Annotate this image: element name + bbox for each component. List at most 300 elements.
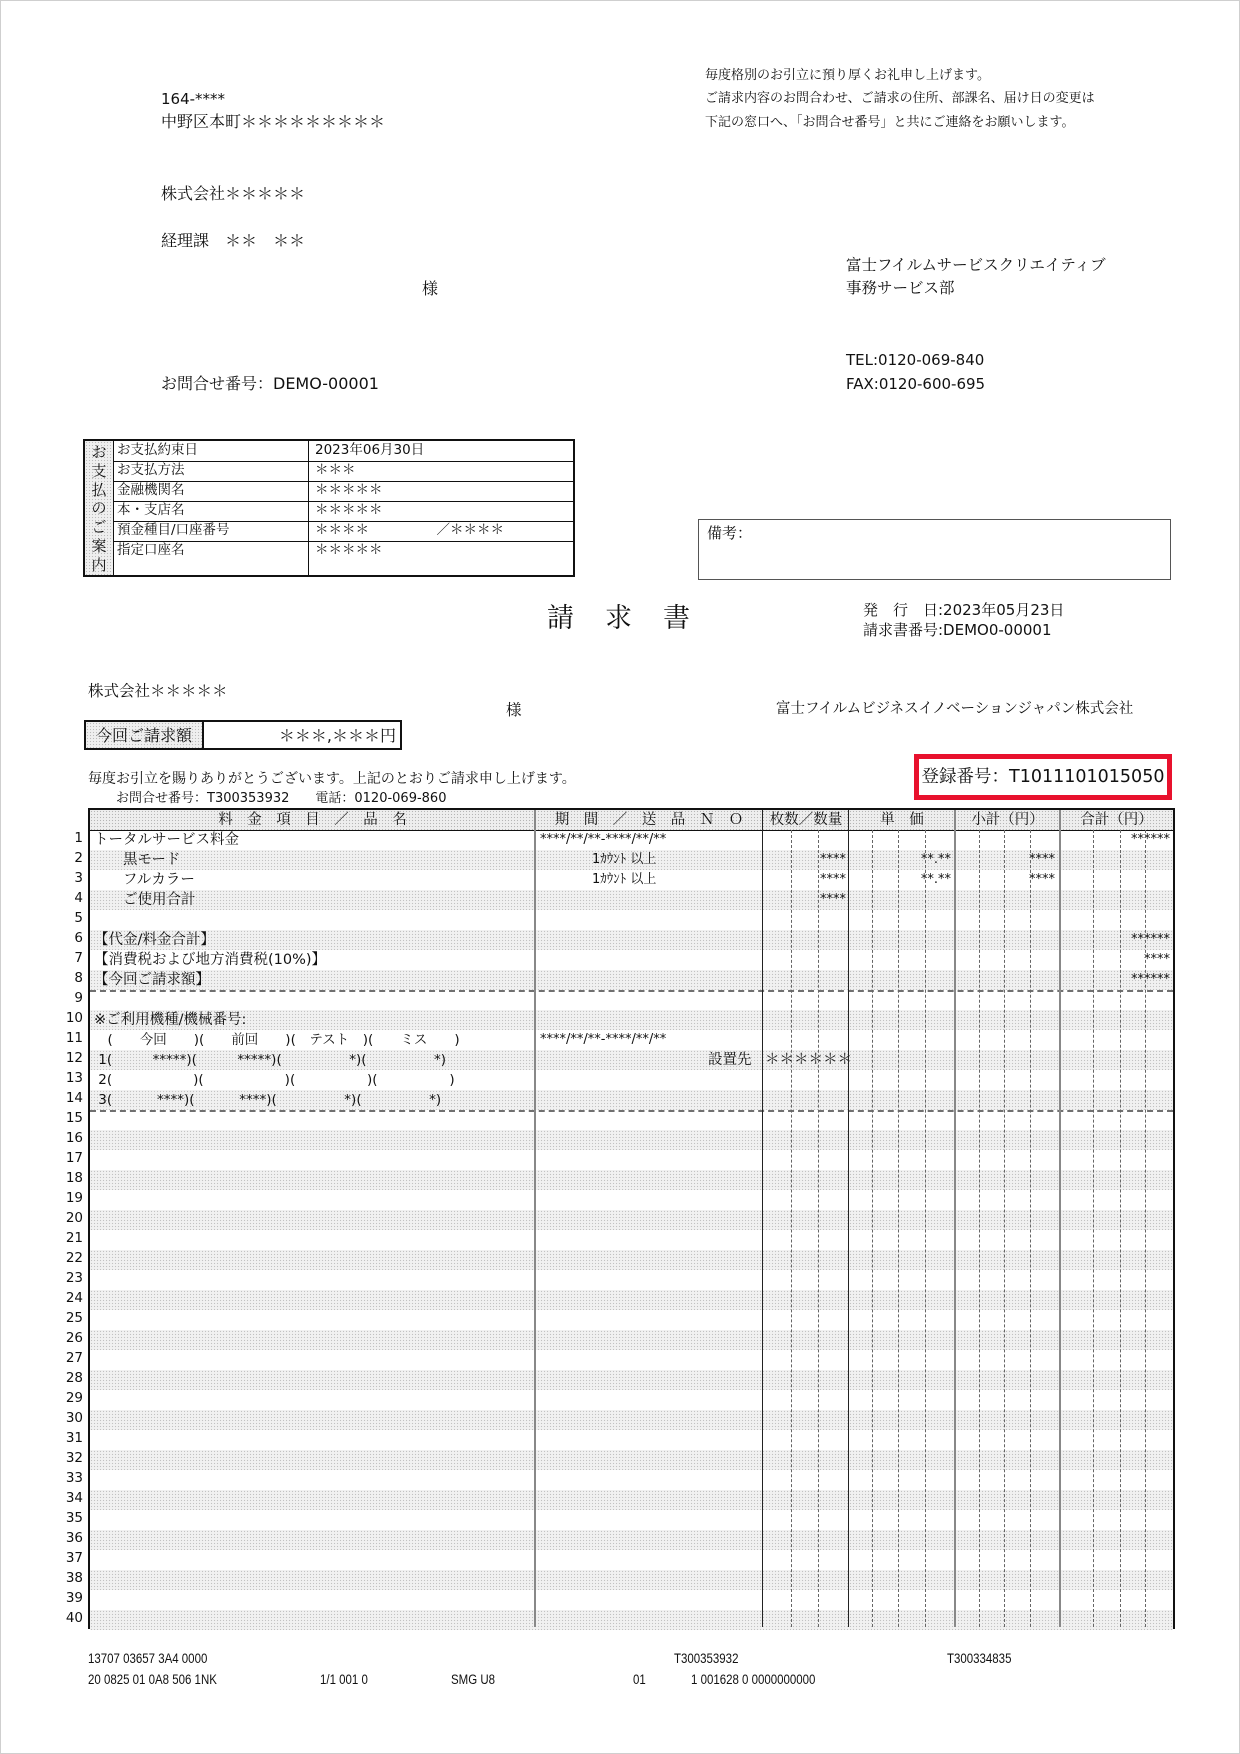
subtotal-cell	[955, 1010, 1055, 1030]
remarks-box	[698, 519, 1171, 580]
header-total: 合計（円）	[1080, 812, 1153, 828]
table-row	[90, 850, 1173, 870]
unit-price-cell	[849, 1150, 951, 1170]
quantity-cell	[763, 1510, 846, 1530]
period-cell	[540, 1112, 760, 1132]
unit-price-cell	[849, 1112, 951, 1132]
row-number: 33	[65, 1470, 83, 1486]
item-cell	[94, 1250, 530, 1270]
item-cell	[94, 1130, 530, 1150]
unit-price-cell: **.**	[920, 852, 951, 867]
table-row	[90, 870, 1173, 890]
column-divider	[848, 810, 849, 1627]
payment-info-side-label: お支払のご案内	[91, 443, 107, 574]
unit-price-cell	[849, 1130, 951, 1150]
item-cell: 【今回ご請求額】	[94, 972, 210, 988]
unit-price-cell	[849, 1490, 951, 1510]
row-number: 14	[65, 1090, 83, 1106]
subtotal-cell	[955, 1350, 1055, 1370]
row-number: 10	[65, 1010, 83, 1026]
greeting-text: 毎度お引立を賜りありがとうございます。上記のとおりご請求申し上げます。	[88, 771, 576, 787]
table-row	[90, 1270, 1173, 1290]
table-row	[90, 1350, 1173, 1370]
item-cell: ご使用合計	[94, 892, 196, 908]
table-row	[90, 1490, 1173, 1510]
notice-line-2: ご請求内容のお問合わせ、ご請求の住所、部課名、届け日の変更は	[705, 91, 1095, 106]
table-row	[90, 1610, 1173, 1630]
registration-number-box	[914, 754, 1172, 800]
column-divider	[762, 810, 763, 1627]
payment-row-value: ＊＊＊＊＊	[315, 542, 383, 558]
total-cell	[1060, 1130, 1170, 1150]
subtotal-cell	[955, 1090, 1055, 1110]
table-row	[90, 1310, 1173, 1330]
inquiry-number: お問合せ番号：DEMO-00001	[161, 374, 379, 393]
unit-price-cell	[849, 1530, 951, 1550]
item-cell: 3( ****)( ****)( *)( *)	[94, 1092, 442, 1108]
footer-code-2: T300353932	[674, 1651, 739, 1666]
header-subtotal: 小計（円）	[971, 812, 1044, 828]
column-subdivider	[979, 830, 980, 1627]
period-cell	[540, 1270, 760, 1290]
payment-row-label: 指定口座名	[117, 542, 185, 558]
quantity-cell	[763, 1350, 846, 1370]
quantity-cell: ****	[820, 892, 846, 907]
period-cell	[540, 910, 760, 930]
unit-price-cell	[849, 1210, 951, 1230]
subtotal-cell	[955, 1170, 1055, 1190]
quantity-cell	[763, 1330, 846, 1350]
installation-label: 設置先	[708, 1052, 752, 1068]
unit-price-cell	[849, 1610, 951, 1630]
item-cell	[94, 1470, 530, 1490]
total-cell	[1060, 1250, 1170, 1270]
table-row	[90, 1470, 1173, 1490]
total-cell	[1060, 1330, 1170, 1350]
total-cell	[1060, 1070, 1170, 1090]
subtotal-cell	[955, 1112, 1055, 1132]
row-number: 4	[74, 890, 83, 906]
total-cell	[1060, 870, 1170, 890]
subtotal-cell	[955, 930, 1055, 950]
quantity-cell	[763, 1250, 846, 1270]
subtotal-cell	[955, 950, 1055, 970]
installation-value: ＊＊＊＊＊＊	[765, 1052, 852, 1068]
quantity-cell	[763, 1150, 846, 1170]
recipient-company: 株式会社＊＊＊＊＊	[161, 184, 306, 203]
total-cell: ****	[1144, 952, 1170, 967]
quantity-cell	[763, 1270, 846, 1290]
row-number: 9	[74, 990, 83, 1006]
row-number: 5	[74, 910, 83, 926]
subtotal-cell: ****	[1029, 852, 1055, 867]
period-cell	[540, 1250, 760, 1270]
total-cell	[1060, 1370, 1170, 1390]
unit-price-cell	[849, 830, 951, 850]
item-cell	[94, 1150, 530, 1170]
table-row	[90, 1110, 1173, 1130]
quantity-cell	[763, 1230, 846, 1250]
contact-tel: TEL:0120-069-840	[846, 351, 985, 369]
table-row	[90, 1550, 1173, 1570]
total-cell	[1060, 1210, 1170, 1230]
subtotal-cell	[955, 1570, 1055, 1590]
item-cell	[94, 1190, 530, 1210]
unit-price-cell	[849, 1470, 951, 1490]
row-number: 7	[74, 950, 83, 966]
billing-amount-box	[84, 720, 402, 750]
item-cell	[94, 1290, 530, 1310]
unit-price-cell	[849, 1310, 951, 1330]
footer-code-6: SMG U8	[451, 1672, 496, 1687]
unit-price-cell	[849, 1330, 951, 1350]
item-cell	[94, 1430, 530, 1450]
subtotal-cell	[955, 1130, 1055, 1150]
subtotal-cell	[955, 1310, 1055, 1330]
payment-row-value: ＊＊＊＊ ／＊＊＊＊	[315, 522, 504, 538]
registration-number: 登録番号：T1011101015050	[921, 767, 1165, 787]
payment-row-label: お支払方法	[117, 462, 185, 478]
table-row	[90, 1530, 1173, 1550]
row-number: 39	[65, 1590, 83, 1606]
table-row	[90, 1390, 1173, 1410]
unit-price-cell	[849, 1230, 951, 1250]
row-number: 2	[74, 850, 83, 866]
unit-price-cell	[849, 1390, 951, 1410]
total-cell	[1060, 1570, 1170, 1590]
total-cell	[1060, 1410, 1170, 1430]
subtotal-cell	[955, 1530, 1055, 1550]
subtotal-cell	[955, 1330, 1055, 1350]
quantity-cell	[763, 1550, 846, 1570]
total-cell: ******	[1131, 932, 1170, 947]
period-cell	[540, 930, 760, 950]
footer-code-1: 13707 03657 3A4 0000	[88, 1651, 208, 1666]
payment-row	[113, 501, 573, 522]
quantity-cell	[763, 1070, 846, 1090]
subtotal-cell	[955, 830, 1055, 850]
payment-row-value: ＊＊＊＊＊	[315, 482, 383, 498]
header-item: 料 金 項 目 ／ 品 名	[218, 812, 407, 828]
period-cell	[540, 1590, 760, 1610]
unit-price-cell	[849, 930, 951, 950]
row-number: 6	[74, 930, 83, 946]
quantity-cell	[763, 1490, 846, 1510]
table-row	[90, 1050, 1173, 1070]
subtotal-cell	[955, 1490, 1055, 1510]
unit-price-cell	[849, 1570, 951, 1590]
quantity-cell	[763, 1310, 846, 1330]
table-row	[90, 950, 1173, 970]
period-cell	[540, 1130, 760, 1150]
column-subdivider	[791, 830, 792, 1627]
table-row	[90, 1090, 1173, 1110]
item-cell	[94, 1490, 530, 1510]
total-cell	[1060, 1170, 1170, 1190]
item-cell	[94, 1410, 530, 1430]
row-number: 3	[74, 870, 83, 886]
footer-code-7: 01	[633, 1672, 646, 1687]
subtotal-cell	[955, 1430, 1055, 1450]
period-cell	[540, 1430, 760, 1450]
postal-code: 164-****	[161, 90, 226, 108]
table-row	[90, 1010, 1173, 1030]
subtotal-cell	[955, 1050, 1055, 1070]
unit-price-cell	[849, 1270, 951, 1290]
table-row	[90, 1590, 1173, 1610]
table-row	[90, 1250, 1173, 1270]
column-subdivider	[1145, 830, 1146, 1627]
payment-row-label: 預金種目/口座番号	[117, 522, 230, 538]
issue-date: 発 行 日:2023年05月23日	[863, 601, 1065, 619]
item-cell: 1( *****)( *****)( *)( *)	[94, 1052, 447, 1068]
total-cell	[1060, 992, 1170, 1012]
unit-price-cell	[849, 950, 951, 970]
item-cell: トータルサービス料金	[94, 832, 239, 848]
quantity-cell	[763, 1370, 846, 1390]
quantity-cell	[763, 1610, 846, 1630]
column-subdivider	[1120, 830, 1121, 1627]
row-number: 21	[65, 1230, 83, 1246]
period-cell	[540, 890, 760, 910]
row-number: 17	[65, 1150, 83, 1166]
row-number: 28	[65, 1370, 83, 1386]
subtotal-cell	[955, 1030, 1055, 1050]
column-subdivider	[1004, 830, 1005, 1627]
row-number: 20	[65, 1210, 83, 1226]
unit-price-cell	[849, 1010, 951, 1030]
table-row	[90, 1510, 1173, 1530]
total-cell	[1060, 1430, 1170, 1450]
period-cell	[540, 1010, 760, 1030]
item-cell	[94, 1450, 530, 1470]
table-row	[90, 1330, 1173, 1350]
subtotal-cell	[955, 1210, 1055, 1230]
quantity-cell	[763, 1290, 846, 1310]
period-cell: 1ｶｳﾝﾄ 以上	[540, 872, 657, 887]
notice-line-3: 下記の窓口へ、「お問合せ番号」と共にご連絡をお願いします。	[705, 115, 1075, 130]
quantity-cell	[763, 1210, 846, 1230]
contact-department: 事務サービス部	[846, 279, 955, 297]
unit-price-cell	[849, 1590, 951, 1610]
table-row	[90, 1410, 1173, 1430]
total-cell	[1060, 1550, 1170, 1570]
row-number: 15	[65, 1110, 83, 1126]
contact-fax: FAX:0120-600-695	[846, 375, 986, 393]
quantity-cell	[763, 1430, 846, 1450]
header-quantity: 枚数／数量	[769, 812, 843, 828]
quantity-cell	[763, 992, 846, 1012]
quantity-cell	[763, 1090, 846, 1110]
period-cell	[540, 1310, 760, 1330]
subtotal-cell	[955, 1550, 1055, 1570]
table-row	[90, 990, 1173, 1010]
period-cell: ****/**/**-****/**/**	[540, 1032, 667, 1047]
item-cell	[94, 1350, 530, 1370]
row-number: 8	[74, 970, 83, 986]
row-number: 29	[65, 1390, 83, 1406]
total-cell	[1060, 1270, 1170, 1290]
total-cell	[1060, 1030, 1170, 1050]
payment-info-box	[83, 439, 575, 577]
row-number: 22	[65, 1250, 83, 1266]
unit-price-cell	[849, 1350, 951, 1370]
item-cell: 【消費税および地方消費税(10%)】	[94, 952, 327, 968]
subtotal-cell	[955, 1270, 1055, 1290]
quantity-cell	[763, 970, 846, 990]
quantity-cell	[763, 830, 846, 850]
invoice-title: 請 求 書	[547, 603, 692, 634]
item-cell	[94, 992, 530, 1012]
recipient-address: 中野区本町＊＊＊＊＊＊＊＊＊	[161, 112, 386, 131]
row-number: 37	[65, 1550, 83, 1566]
total-cell	[1060, 1230, 1170, 1250]
total-cell	[1060, 890, 1170, 910]
item-cell	[94, 1112, 530, 1132]
unit-price-cell	[849, 1510, 951, 1530]
table-row	[90, 1450, 1173, 1470]
quantity-cell	[763, 1112, 846, 1132]
notice-line-1: 毎度格別のお引立に預り厚くお礼申し上げます。	[705, 68, 990, 83]
quantity-cell	[763, 930, 846, 950]
subtotal-cell	[955, 890, 1055, 910]
table-row	[90, 1170, 1173, 1190]
table-row	[90, 1570, 1173, 1590]
payment-row-label: 金融機関名	[117, 482, 185, 498]
subtotal-cell	[955, 1070, 1055, 1090]
row-number: 19	[65, 1190, 83, 1206]
quantity-cell	[763, 1170, 846, 1190]
column-subdivider	[1093, 830, 1094, 1627]
unit-price-cell	[849, 1550, 951, 1570]
column-subdivider	[898, 830, 899, 1627]
total-cell: ******	[1131, 832, 1170, 847]
total-cell	[1060, 1510, 1170, 1530]
subtotal-cell	[955, 1510, 1055, 1530]
payment-row-value: ＊＊＊	[315, 462, 356, 478]
quantity-cell: ****	[820, 852, 846, 867]
period-cell	[540, 1350, 760, 1370]
unit-price-cell	[849, 1410, 951, 1430]
row-number: 18	[65, 1170, 83, 1186]
subtotal-cell	[955, 910, 1055, 930]
quantity-cell	[763, 1130, 846, 1150]
unit-price-cell	[849, 1090, 951, 1110]
period-cell	[540, 1490, 760, 1510]
total-cell	[1060, 1090, 1170, 1110]
item-cell	[94, 910, 530, 930]
table-row	[90, 1430, 1173, 1450]
total-cell	[1060, 1390, 1170, 1410]
payment-info-side	[85, 441, 114, 575]
total-cell	[1060, 1610, 1170, 1630]
row-number: 16	[65, 1130, 83, 1146]
payment-row	[113, 541, 573, 561]
total-cell	[1060, 1290, 1170, 1310]
period-cell	[540, 1150, 760, 1170]
row-number: 26	[65, 1330, 83, 1346]
payment-row	[113, 461, 573, 482]
period-cell	[540, 1610, 760, 1630]
unit-price-cell	[849, 992, 951, 1012]
period-cell	[540, 1070, 760, 1090]
quantity-cell	[763, 1010, 846, 1030]
table-row	[90, 930, 1173, 950]
period-cell	[540, 1530, 760, 1550]
item-cell	[94, 1550, 530, 1570]
unit-price-cell	[849, 1170, 951, 1190]
subtotal-cell: ****	[1029, 872, 1055, 887]
item-cell	[94, 1170, 530, 1190]
payment-row-value: 2023年06月30日	[315, 442, 425, 458]
total-cell	[1060, 850, 1170, 870]
item-cell	[94, 1590, 530, 1610]
item-cell	[94, 1570, 530, 1590]
table-row	[90, 890, 1173, 910]
row-number: 31	[65, 1430, 83, 1446]
period-cell	[540, 1190, 760, 1210]
period-cell	[540, 950, 760, 970]
quantity-cell	[763, 1570, 846, 1590]
unit-price-cell	[849, 1430, 951, 1450]
subtotal-cell	[955, 992, 1055, 1012]
payment-row-label: お支払約束日	[117, 442, 198, 458]
subtotal-cell	[955, 1470, 1055, 1490]
table-row	[90, 1290, 1173, 1310]
footer-code-3: T300334835	[947, 1651, 1012, 1666]
total-cell: ******	[1131, 972, 1170, 987]
unit-price-cell	[849, 910, 951, 930]
subtotal-cell	[955, 1250, 1055, 1270]
item-cell: ( 今回 )( 前回 )( テスト )( ミス )	[94, 1032, 460, 1048]
bill-to-company: 株式会社＊＊＊＊＊	[88, 682, 228, 700]
unit-price-cell	[849, 970, 951, 990]
total-cell	[1060, 1112, 1170, 1132]
period-cell	[540, 1470, 760, 1490]
subtotal-cell	[955, 1150, 1055, 1170]
subtotal-cell	[955, 970, 1055, 990]
quantity-cell	[763, 1030, 846, 1050]
total-cell	[1060, 910, 1170, 930]
row-number: 13	[65, 1070, 83, 1086]
row-number: 11	[65, 1030, 83, 1046]
recipient-honorific: 様	[422, 279, 439, 298]
recipient-department: 経理課 ＊＊ ＊＊	[161, 231, 306, 250]
quantity-cell	[763, 950, 846, 970]
item-cell: ※ご利用機種/機械番号:	[94, 1012, 247, 1028]
total-cell	[1060, 1010, 1170, 1030]
total-cell	[1060, 1490, 1170, 1510]
total-cell	[1060, 1450, 1170, 1470]
table-row	[90, 1150, 1173, 1170]
total-cell	[1060, 1190, 1170, 1210]
quantity-cell	[763, 1410, 846, 1430]
subtotal-cell	[955, 1390, 1055, 1410]
period-cell	[540, 1370, 760, 1390]
total-cell	[1060, 1150, 1170, 1170]
total-cell	[1060, 1470, 1170, 1490]
row-number: 27	[65, 1350, 83, 1366]
item-cell	[94, 1530, 530, 1550]
table-row	[90, 1190, 1173, 1210]
invoice-number: 請求書番号:DEMO0-00001	[863, 621, 1052, 639]
row-number: 35	[65, 1510, 83, 1526]
billing-amount-value: ＊＊＊,＊＊＊円	[278, 726, 396, 745]
column-subdivider	[818, 830, 819, 1627]
quantity-cell: ****	[820, 872, 846, 887]
subtotal-cell	[955, 1590, 1055, 1610]
row-number: 23	[65, 1270, 83, 1286]
